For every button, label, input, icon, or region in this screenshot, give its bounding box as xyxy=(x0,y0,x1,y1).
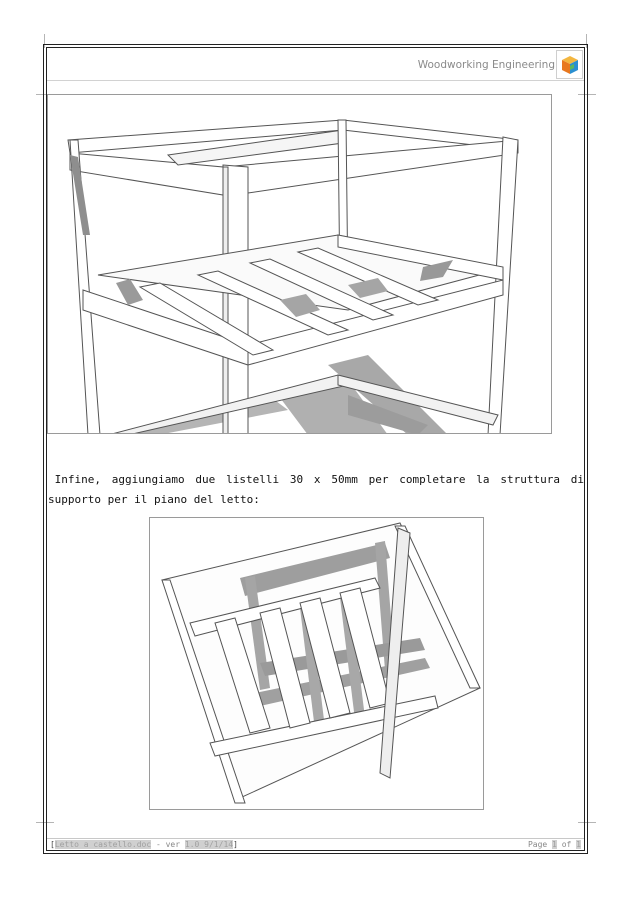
footer-doc-info xyxy=(50,840,238,850)
footer-bracket-close: ] xyxy=(233,840,238,849)
footer-doc-name: Letto a castello.doc xyxy=(54,840,152,849)
bed-frame-perspective-render xyxy=(48,95,552,434)
figure-bed-frame-perspective xyxy=(47,94,552,434)
footer-version-value: 1.0 9/1/14 xyxy=(184,840,234,849)
footer-page-number: 1 xyxy=(552,840,557,849)
body-paragraph-text: Infine, aggiungiamo due listelli 30 x 50mm per completare la struttura di supporto per il piano del letto: xyxy=(48,473,584,506)
footer-of-label: of xyxy=(561,840,572,849)
footer-bracket-open: [ xyxy=(50,840,55,849)
bed-frame-top-view-render xyxy=(150,518,484,810)
figure-bed-frame-top-view xyxy=(149,517,484,810)
footer-page-label: Page xyxy=(527,840,548,849)
logo xyxy=(556,50,583,79)
footer-divider xyxy=(47,838,584,839)
header-divider xyxy=(47,80,584,81)
footer-version-label: - ver xyxy=(155,840,181,849)
cube-logo-icon xyxy=(561,55,579,75)
body-paragraph xyxy=(48,470,584,510)
footer-total-pages: 1 xyxy=(576,840,581,849)
footer-page-info xyxy=(528,840,581,850)
header-brand: Woodworking Engineering xyxy=(417,59,555,71)
